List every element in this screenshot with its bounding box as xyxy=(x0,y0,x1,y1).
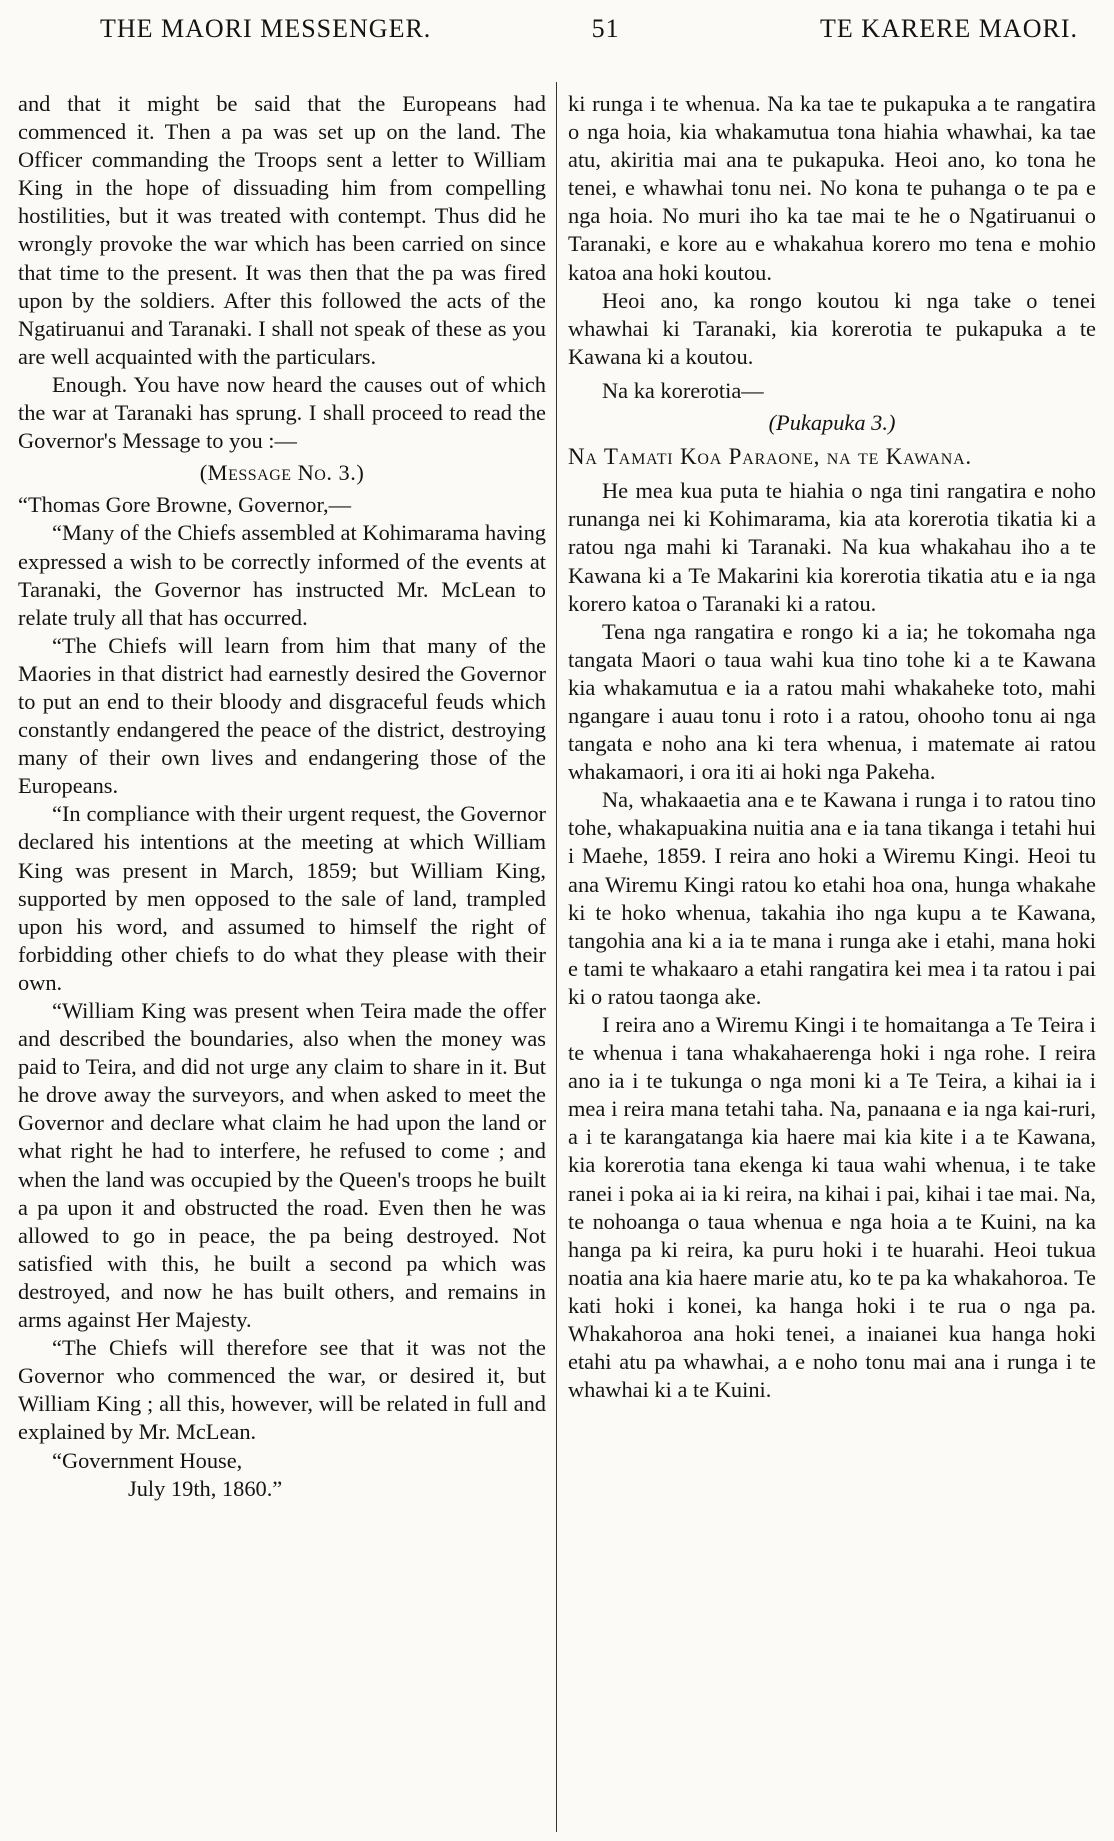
message-paragraph: “The Chiefs will learn from him that many of the Maories in that district had earnestly desired the Governor to put an end to their bloody and disgraceful feuds which constantly endangered the peace of the district, destroying many of their own lives and endangering those of the Europeans. xyxy=(18,632,546,799)
letter-paragraph: Na, whakaaetia ana e te Kawana i runga i to ratou tino tohe, whakapuakina nuitia ana e ia tana tikanga i tetahi hui i Maehe, 1859. I reira ano hoki a Wiremu Kingi. Heoi tu ana Wiremu Kingi ratou ko etahi hoa ona, hunga whakahe ki te hoko whenua, takahia iho nga kupu a te Kawana, tangohia ana ki a ia te mana i runga ake i etahi, mana hoki e tami te whakaaro a etahi rangatira kei mea i ta ratou i pai ki o ratou taonga ake. xyxy=(568,787,1096,1009)
letter-paragraph: I reira ano a Wiremu Kingi i te homaitanga a Te Teira i te whenua i tana whakahaerenga hoki i nga rohe. I reira ano ia i te tukunga o nga moni ki a Te Teira, a kihai ia i mea i reira mana tetahi taha. Na, panaana e ia nga kai-ruri, a i te karangatanga kia haere mai kia kite i a te Kawana, kia korerotia tana ekenga ki taua wahi whenua, i te take ranei i poka ai ia ki reira, na kihai i pai, kihai i tae mai. Na, te nohoanga o taua whenua e nga hoia a te Kuini, na ka hanga pa ki reira, ka puru hoki i te huarahi. Heoi tukua noatia ana kia haere marie atu, ko te pa ka whakahoroa. Te kati hoki i konei, ka hanga hoki i te rua o nga pa. Whakahoroa ana hoki tenei, a inaianei kua hanga hoki etahi atu pa whawhai, a e noho tonu mai ana i runga i te whawhai ki a te Kuini. xyxy=(568,1012,1096,1403)
message-heading: (Message No. 3.) xyxy=(199,460,365,486)
page-number: 51 xyxy=(591,14,620,43)
maori-intro: Na ka korerotia— xyxy=(602,377,764,403)
header-maori-title: TE KARERE MAORI. xyxy=(820,14,1078,43)
letter-paragraph: Tena nga rangatira e rongo ki a ia; he tokomaha nga tangata Maori o taua wahi kua tino tohe ki a te Kawana kia whakamutua e ia a ratou mahi whakaheke toto, mahi ngangare i auau tonu i roto i a ratou, ohooho tonu ai nga tangata e noho ana ki tera whenua, i matemate ai ratou whakamaori, i ora iti ai hoki nga Pakeha. xyxy=(568,618,1096,785)
columns xyxy=(18,90,1096,1503)
page-header xyxy=(18,14,1096,60)
header-english-title: THE MAORI MESSENGER. xyxy=(100,14,432,43)
letter-address: Na Tamati Koa Paraone, na te Kawana. xyxy=(568,444,972,470)
english-column xyxy=(18,90,546,1503)
message-paragraph: “William King was present when Teira made the offer and described the boundaries, also when the money was paid to Teira, and did not urge any claim to share in it. But he drove away the surveyors, and when asked to meet the Governor and declare what claim he had upon the land or what right he had to interfere, he refused to come ; and when the land was occupied by the Queen's troops he built a pa upon it and obstructed the road. Even then he was allowed to go in peace, the pa being destroyed. Not satisfied with this, he built a second pa which was destroyed, and now he has built others, and remains in arms against Her Majesty. xyxy=(18,998,546,1333)
english-paragraph: and that it might be said that the Europeans had commenced it. Then a pa was set up on the land. The Officer commanding the Troops sent a letter to William King in the hope of dissuading him from compelling hostilities, but it was treated with contempt. Thus did he wrongly provoke the war which has been carried on since that time to the present. It was then that the pa was fired upon by the soldiers. After this followed the acts of the Ngatiruanui and Taranaki. I shall not speak of these as you are well acquainted with the particulars. xyxy=(18,91,546,369)
maori-paragraph: Heoi ano, ka rongo koutou ki nga take o tenei whawhai ki Taranaki, kia korerotia te pukapuka a te Kawana ki a koutou. xyxy=(568,287,1096,369)
message-paragraph: “In compliance with their urgent request, the Governor declared his intentions at the meeting at which William King was present in March, 1859; but William King, supported by men opposed to the sale of land, trampled upon his word, and assumed to himself the right of forbidding other chiefs to do what they please with their own. xyxy=(18,801,546,995)
column-divider xyxy=(556,82,557,1832)
maori-column xyxy=(568,90,1096,1503)
message-paragraph: “The Chiefs will therefore see that it was not the Governor who commenced the war, or desired it, but William King ; all this, however, will be related in full and explained by Mr. McLean. xyxy=(18,1335,546,1445)
message-paragraph: “Many of the Chiefs assembled at Kohimarama having expressed a wish to be correctly informed of the events at Taranaki, the Governor has instructed Mr. McLean to relate truly all that has occurred. xyxy=(18,520,546,630)
letter-paragraph: He mea kua puta te hiahia o nga tini rangatira e noho runanga nei ki Kohimarama, kia ata korerotia tikatia ki a ratou nga mahi ki Taranaki. Na kua whakahau iho a te Kawana ki a Te Makarini kia korerotia tikatia atu e ia nga korero katoa o Taranaki ki a ratou. xyxy=(568,478,1096,616)
letter-heading: (Pukapuka 3.) xyxy=(768,410,896,436)
signature-date: July 19th, 1860.” xyxy=(128,1475,283,1501)
message-salutation: “Thomas Gore Browne, Governor,— xyxy=(18,492,352,518)
signature-place: “Government House, xyxy=(52,1447,243,1473)
english-paragraph: Enough. You have now heard the causes out of which the war at Taranaki has sprung. I shall proceed to read the Governor's Message to you :— xyxy=(18,371,546,454)
maori-paragraph: ki runga i te whenua. Na ka tae te pukapuka a te rangatira o nga hoia, kia whakamutua tona hiahia whawhai, ka tae atu, akiritia mai ana te pukapuka. Heoi ano, ko tona he tenei, e whawhai tonu nei. No kona te puhanga o te pa e nga hoia. No muri iho ka tae mai te he o Ngatiruanui o Taranaki, e kore au e whakahua korero mo tena e mohio katoa ana hoki koutou. xyxy=(568,91,1096,285)
